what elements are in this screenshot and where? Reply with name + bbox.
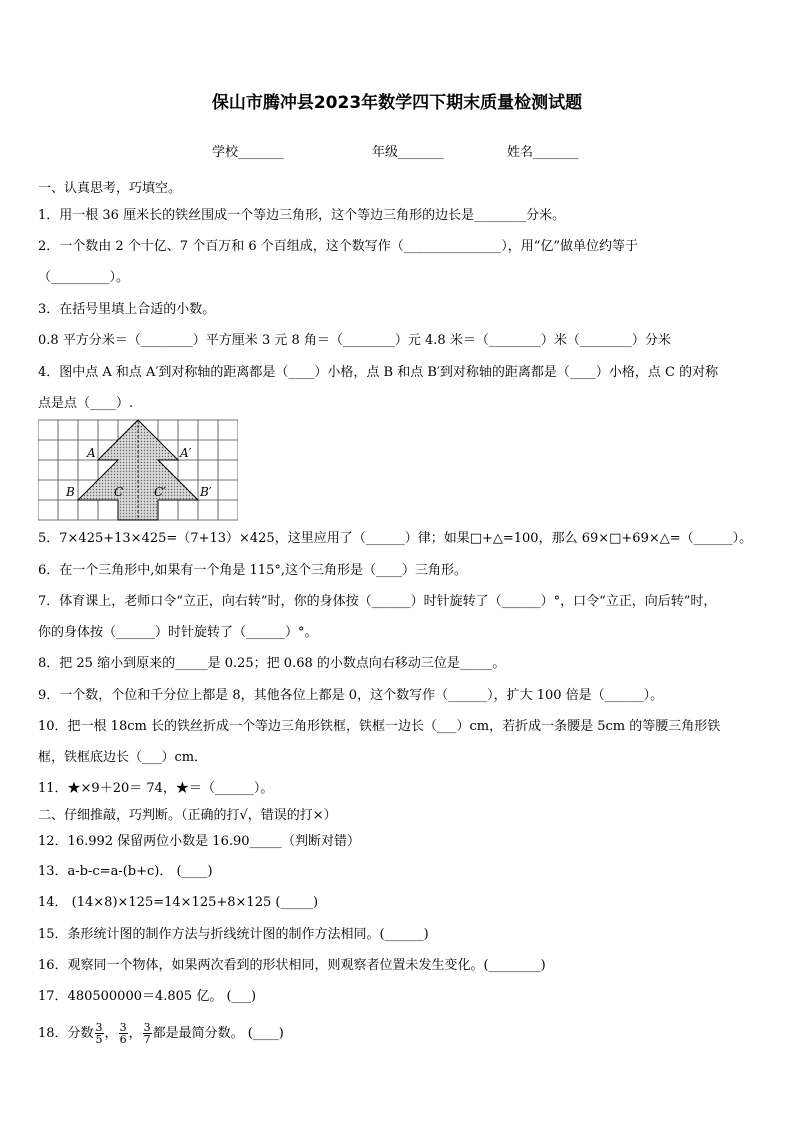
section-heading-2: 二、仔细推敲，巧判断。（正确的打√，错误的打×） [38, 808, 337, 823]
question-3: 3．在括号里填上合适的小数。 [38, 302, 216, 317]
symmetry-grid-figure [38, 419, 238, 521]
question-10-cont: 框，铁框底边长（___）cm． [38, 750, 208, 765]
question-7: 7．体育课上，老师口令“立正，向右转”时，你的身体按（______）时针旋转了（______）°，口令“立正，向后转”时， [38, 594, 717, 609]
label-b: B [66, 485, 75, 499]
question-7-cont: 你的身体按（______）时针旋转了（______）°。 [38, 625, 318, 640]
question-18-suffix: 都是最简分数。 (____) [152, 1026, 284, 1041]
question-18-prefix: 18．分数 [38, 1026, 94, 1041]
question-9: 9．一个数，个位和千分位上都是 8，其他各位上都是 0，这个数写作（______），扩大 100 倍是（______）。 [38, 688, 664, 703]
fraction-2-denominator: 6 [119, 1033, 127, 1046]
question-4: 4．图中点 A 和点 A′到对称轴的距离都是（____）小格，点 B 和点 B′到对称轴的距离都是（____）小格，点 C 的对称 [38, 365, 719, 380]
fraction-1-numerator: 3 [95, 1021, 103, 1034]
name-field: 姓名_______ [507, 145, 579, 160]
separator-2: ， [128, 1026, 142, 1041]
label-b-prime: B′ [200, 485, 212, 499]
question-2-cont: （_________）。 [38, 270, 130, 285]
question-3-items: 0.8 平方分米＝（________）平方厘米 3 元 8 角＝（________）元 4.8 米＝（________）米（________）分米 [38, 333, 671, 348]
fraction-3-numerator: 3 [143, 1021, 151, 1034]
grade-field: 年级_______ [372, 145, 444, 160]
question-10: 10．把一根 18cm 长的铁丝折成一个等边三角形铁框，铁框一边长（___）cm，若折成一条腰是 5cm 的等腰三角形铁 [38, 719, 721, 734]
question-14: 14． (14×8)×125=14×125+8×125 (_____) [38, 895, 319, 910]
question-5: 5．7×425+13×425=（7+13）×425，这里应用了（______）律；如果□+△=100，那么 69×□+69×△=（______）。 [38, 531, 753, 546]
fraction-3 [143, 1022, 152, 1045]
question-15: 15．条形统计图的制作方法与折线统计图的制作方法相同。(______) [38, 927, 429, 942]
question-6: 6．在一个三角形中,如果有一个角是 115°,这个三角形是（____）三角形。 [38, 563, 467, 578]
label-c-prime: C′ [154, 485, 166, 499]
question-1: 1．用一根 36 厘米长的铁丝围成一个等边三角形，这个等边三角形的边长是________分米。 [38, 208, 566, 223]
label-c: C [114, 485, 124, 499]
label-a: A [87, 446, 96, 460]
fraction-2 [119, 1022, 128, 1045]
section-heading-1: 一、认真思考，巧填空。 [38, 181, 182, 196]
label-a-prime: A′ [180, 446, 192, 460]
question-2: 2．一个数由 2 个十亿、7 个百万和 6 个百组成，这个数写作（_______________），用“亿”做单位约等于 [38, 239, 639, 254]
page-title: 保山市腾冲县2023年数学四下期末质量检测试题 [211, 93, 583, 113]
question-16: 16．观察同一个物体，如果两次看到的形状相同，则观察者位置未发生变化。(________) [38, 958, 546, 973]
question-4-cont: 点是点（____）. [38, 396, 134, 411]
question-18 [38, 1022, 284, 1045]
question-13: 13．a-b-c=a-(b+c)． (____) [38, 864, 213, 879]
fraction-3-denominator: 7 [143, 1033, 151, 1046]
fraction-1 [95, 1022, 104, 1045]
fraction-1-denominator: 5 [95, 1033, 103, 1046]
separator-1: ， [104, 1026, 118, 1041]
fraction-2-numerator: 3 [119, 1021, 127, 1034]
question-12: 12．16.992 保留两位小数是 16.90_____（判断对错） [38, 834, 361, 849]
question-8: 8．把 25 缩小到原来的_____是 0.25；把 0.68 的小数点向右移动三位是_____。 [38, 656, 506, 671]
question-11: 11．★×9＋20＝ 74，★＝（______）。 [38, 781, 274, 796]
school-field: 学校_______ [212, 145, 284, 160]
question-17: 17．480500000＝4.805 亿。 (___) [38, 989, 257, 1004]
